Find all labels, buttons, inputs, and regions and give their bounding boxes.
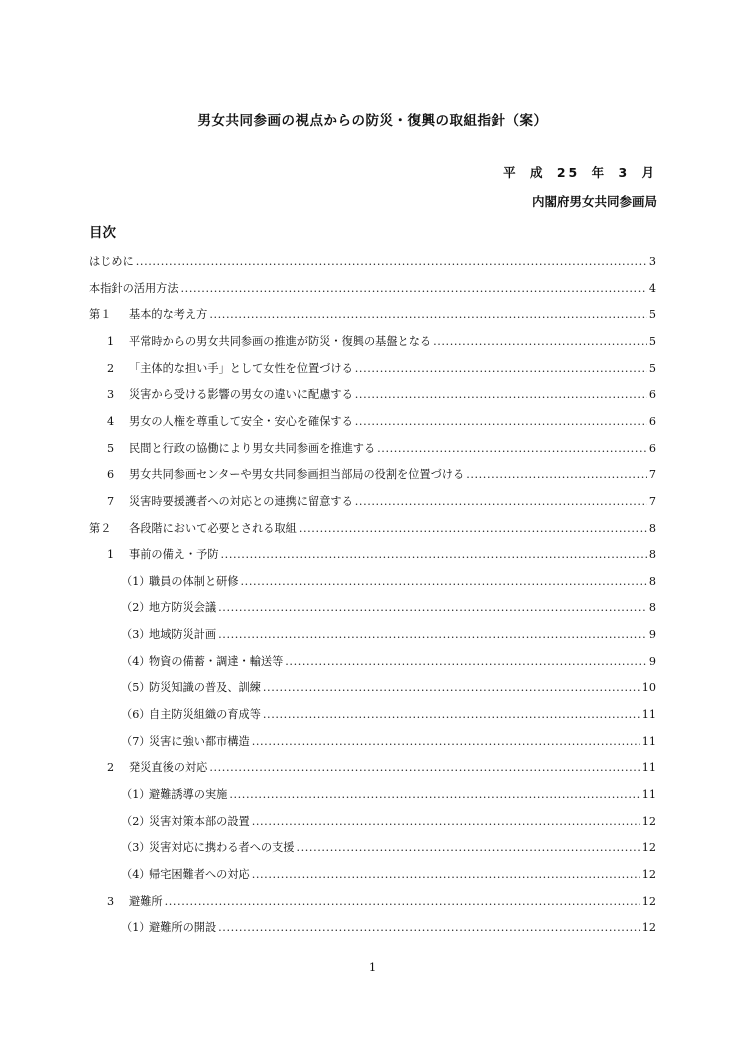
toc-entry-page: 5: [648, 334, 656, 348]
toc-dot-leader: [263, 679, 640, 697]
toc-entry-text: [107, 440, 375, 458]
toc-entry-text: [107, 413, 353, 431]
toc-entry-number: （3）: [121, 628, 151, 642]
toc-entry-text: [121, 626, 216, 644]
toc-entry-text: [121, 813, 250, 831]
toc-entry-page: 9: [648, 628, 656, 642]
toc-entry-page: 11: [641, 761, 656, 775]
toc-entry-label: 防災知識の普及、訓練: [149, 681, 261, 695]
toc-entry-number: 2: [107, 761, 115, 775]
toc-entry-number: （2）: [121, 814, 151, 828]
toc-entry-number: 第１: [89, 308, 112, 322]
toc-entry[interactable]: [89, 413, 656, 431]
toc-entry-label: 災害に強い都市構造: [149, 734, 250, 748]
toc-dot-leader: [136, 253, 647, 271]
toc-entry-label: 物資の備蓄・調達・輸送等: [149, 654, 284, 668]
toc-entry-label: 各段階において必要とされる取組: [129, 521, 297, 535]
toc-entry[interactable]: [89, 333, 656, 351]
toc-entry-page: 3: [648, 255, 656, 268]
toc-dot-leader: [165, 893, 640, 911]
toc-entry[interactable]: [89, 786, 656, 804]
toc-entry-label: 避難所の開設: [149, 921, 217, 935]
toc-entry-label: 平常時からの男女共同参画の推進が防災・復興の基盤となる: [129, 334, 432, 348]
toc-entry-page: 7: [648, 468, 656, 482]
toc-dot-leader: [181, 280, 647, 298]
toc-entry[interactable]: [89, 919, 656, 937]
toc-entry[interactable]: [89, 360, 656, 378]
toc-entry-page: 11: [641, 734, 656, 748]
toc-entry[interactable]: [89, 679, 656, 697]
organization-name: 内閣府男女共同参画局: [531, 194, 657, 209]
toc-entry-page: 11: [641, 788, 656, 801]
toc-entry-page: 12: [641, 814, 656, 828]
toc-entry[interactable]: [89, 253, 656, 271]
toc-entry-text: [121, 599, 216, 617]
toc-entry-page: 5: [648, 308, 656, 322]
toc-entry-number: 6: [107, 468, 115, 482]
document-title: 男女共同参画の視点からの防災・復興の取組指針（案）: [197, 113, 548, 129]
toc-entry-number: （4）: [121, 654, 151, 668]
toc-entry-label: 事前の備え・予防: [129, 548, 219, 562]
document-date: 平 成 25 年 3 月: [503, 165, 657, 180]
toc-entry-number: （4）: [121, 867, 151, 881]
toc-entry-text: [121, 839, 294, 857]
toc-entry-label: 避難所: [129, 894, 163, 908]
toc-entry-page: 6: [648, 414, 656, 428]
toc-entry-text: [121, 919, 216, 937]
toc-entry-page: 9: [648, 654, 656, 668]
toc-entry-text: [107, 893, 163, 911]
toc-dot-leader: [221, 546, 647, 564]
toc-entry-number: （1）: [121, 921, 151, 935]
toc-dot-leader: [229, 786, 639, 804]
toc-dot-leader: [355, 413, 647, 431]
toc-dot-leader: [218, 599, 647, 617]
toc-dot-leader: [377, 440, 647, 458]
toc-entry[interactable]: [89, 306, 656, 324]
toc-entry-text: [121, 786, 227, 804]
toc-entry[interactable]: [89, 520, 656, 538]
toc-entry[interactable]: [89, 280, 656, 298]
toc-entry-text: [107, 333, 431, 351]
toc-dot-leader: [466, 466, 647, 484]
toc-dot-leader: [252, 866, 640, 884]
toc-dot-leader: [209, 759, 639, 777]
toc-entry-label: 民間と行政の協働により男女共同参画を推進する: [129, 441, 376, 455]
toc-entry-page: 12: [641, 867, 656, 881]
toc-entry-number: 1: [107, 548, 115, 562]
toc-entry[interactable]: [89, 493, 656, 511]
toc-entry-number: 5: [107, 441, 115, 455]
toc-entry-text: [121, 866, 250, 884]
toc-entry[interactable]: [89, 626, 656, 644]
toc-entry-page: 7: [648, 494, 656, 508]
toc-entry-label: 避難誘導の実施: [149, 788, 228, 801]
toc-entry[interactable]: [89, 839, 656, 857]
toc-entry-page: 5: [648, 361, 656, 375]
toc-entry-number: （2）: [121, 601, 151, 615]
toc-entry-number: 2: [107, 361, 115, 375]
toc-entry-text: [121, 653, 283, 671]
toc-dot-leader: [355, 386, 647, 404]
toc-dot-leader: [218, 626, 647, 644]
toc-entry-label: 男女共同参画センターや男女共同参画担当部局の役割を位置づける: [129, 468, 465, 482]
toc-entry-number: （1）: [121, 788, 151, 801]
toc-entry-text: [107, 360, 353, 378]
toc-entry-number: 第２: [89, 521, 112, 535]
toc-dot-leader: [209, 306, 647, 324]
toc-dot-leader: [218, 919, 640, 937]
toc-dot-leader: [355, 360, 647, 378]
toc-entry-text: [121, 706, 261, 724]
toc-dot-leader: [299, 520, 647, 538]
toc-entry-label: 自主防災組織の育成等: [149, 708, 261, 722]
toc-entry-text: [107, 493, 353, 511]
toc-entry-page: 10: [641, 681, 656, 695]
toc-entry-page: 8: [648, 548, 656, 562]
toc-entry-text: [89, 280, 179, 298]
toc-entry-label: 災害時要援護者への対応との連携に留意する: [129, 494, 353, 508]
toc-entry-number: 3: [107, 894, 115, 908]
toc-entry-text: [89, 306, 207, 324]
toc-entry-number: （7）: [121, 734, 151, 748]
toc-entry-text: [107, 759, 207, 777]
toc-entry-page: 8: [648, 574, 656, 588]
toc-dot-leader: [263, 706, 640, 724]
toc-dot-leader: [285, 653, 647, 671]
toc-entry[interactable]: [89, 440, 656, 458]
toc-entry[interactable]: [89, 706, 656, 724]
toc-entry-label: 帰宅困難者への対応: [149, 867, 250, 881]
toc-dot-leader: [355, 493, 647, 511]
toc-entry-text: [121, 733, 250, 751]
toc-entry-label: 地域防災計画: [149, 628, 217, 642]
toc-heading: 目次: [89, 225, 116, 241]
toc-entry-label: 災害対策本部の設置: [149, 814, 250, 828]
toc-entry-number: （3）: [121, 841, 151, 855]
toc-entry-page: 12: [641, 894, 656, 908]
toc-entry-page: 11: [641, 708, 656, 722]
toc-entry-page: 4: [648, 281, 656, 295]
toc-dot-leader: [433, 333, 647, 351]
toc-entry-number: （5）: [121, 681, 151, 695]
toc-entry-label: 男女の人権を尊重して安全・安心を確保する: [129, 414, 353, 428]
toc-entry-label: 職員の体制と研修: [149, 574, 239, 588]
toc-entry-number: （1）: [121, 574, 151, 588]
toc-entry[interactable]: [89, 893, 656, 911]
toc-entry[interactable]: [89, 573, 656, 591]
toc-entry[interactable]: [89, 866, 656, 884]
toc-entry-label: 「主体的な担い手」として女性を位置づける: [129, 361, 353, 375]
toc-entry[interactable]: [89, 813, 656, 831]
toc-dot-leader: [241, 573, 647, 591]
toc-entry-number: 3: [107, 388, 115, 402]
toc-entry[interactable]: [89, 733, 656, 751]
toc-entry-number: （6）: [121, 708, 151, 722]
toc-entry[interactable]: [89, 599, 656, 617]
toc-entry[interactable]: [89, 466, 656, 484]
toc-entry-text: [89, 520, 297, 538]
toc-entry[interactable]: [89, 546, 656, 564]
toc-entry-text: [89, 253, 134, 271]
toc-entry-text: [121, 573, 239, 591]
toc-entry-number: 7: [107, 494, 115, 508]
toc-entry-page: 8: [648, 601, 656, 615]
toc-entry-text: [107, 546, 219, 564]
toc-entry-label: 発災直後の対応: [129, 761, 208, 775]
toc-entry-label: 災害から受ける影響の男女の違いに配慮する: [129, 388, 353, 402]
toc-entry[interactable]: [89, 653, 656, 671]
toc-entry-number: 4: [107, 414, 115, 428]
toc-entry[interactable]: [89, 386, 656, 404]
toc-entry-label: 地方防災会議: [149, 601, 217, 615]
toc-entry-text: [107, 386, 353, 404]
toc-entry-page: 6: [648, 441, 656, 455]
footer-page-number: 1: [368, 960, 377, 974]
toc-entry-label: 災害対応に携わる者への支援: [149, 841, 295, 855]
toc-entry-page: 12: [641, 841, 656, 855]
toc-entry-page: 6: [648, 388, 656, 402]
toc-entry-text: [107, 466, 464, 484]
toc-entry-number: 1: [107, 334, 115, 348]
toc-dot-leader: [252, 813, 640, 831]
toc-entry-page: 8: [648, 521, 656, 535]
toc-entry-label: 本指針の活用方法: [89, 281, 179, 295]
toc-dot-leader: [252, 733, 640, 751]
toc-entry[interactable]: [89, 759, 656, 777]
toc-entry-label: 基本的な考え方: [129, 308, 208, 322]
toc-entry-label: はじめに: [89, 255, 134, 268]
toc-dot-leader: [296, 839, 639, 857]
toc-entry-text: [121, 679, 261, 697]
toc-entry-page: 12: [641, 921, 656, 935]
